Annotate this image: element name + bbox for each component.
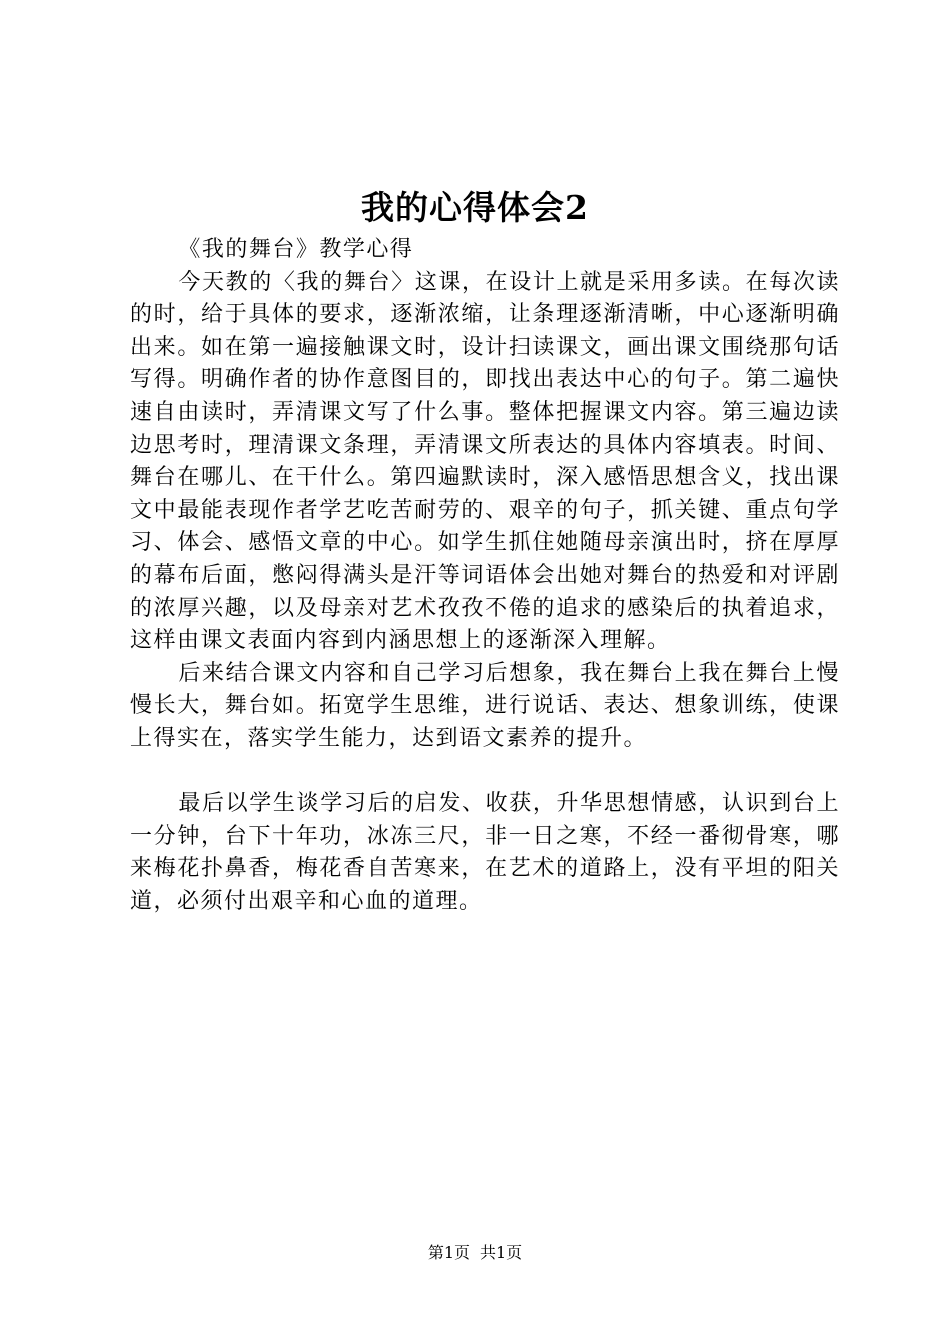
subtitle-paragraph: 《我的舞台》教学心得 bbox=[178, 237, 414, 262]
body-paragraph-3: 最后以学生谈学习后的启发、收获，升华思想情感，认识到台上一分钟，台下十年功，冰冻三尺，非一日之寒，不经一番彻骨寒，哪来梅花扑鼻香，梅花香自苦寒来，在艺术的道路上，没有平坦的阳关道，必须付出艰辛和心血的道理。 bbox=[130, 791, 840, 914]
body-paragraph-2: 后来结合课文内容和自己学习后想象，我在舞台上我在舞台上慢慢长大，舞台如。拓宽学生思维，进行说话、表达、想象训练，使课上得实在，落实学生能力，达到语文素养的提升。 bbox=[130, 660, 840, 751]
page-total: 共1页 bbox=[480, 1243, 523, 1262]
document-body bbox=[130, 234, 840, 918]
page-number: 第1页 bbox=[427, 1243, 470, 1262]
body-paragraph-1: 今天教的〈我的舞台〉这课，在设计上就是采用多读。在每次读的时，给于具体的要求，逐渐浓缩，让条理逐渐清晰，中心逐渐明确出来。如在第一遍接触课文时，设计扫读课文，画出课文围绕那句话写得。明确作者的协作意图目的，即找出表达中心的句子。第二遍快速自由读时，弄清课文写了什么事。整体把握课文内容。第三遍边读边思考时，理清课文条理，弄清课文所表达的具体内容填表。时间、舞台在哪儿、在干什么。第四遍默读时，深入感悟思想含义，找出课文中最能表现作者学艺吃苦耐劳的、艰辛的句子，抓关键、重点句学习、体会、感悟文章的中心。如学生抓住她随母亲演出时，挤在厚厚的幕布后面，憋闷得满头是汗等词语体会出她对舞台的热爱和对评剧的浓厚兴趣，以及母亲对艺术孜孜不倦的追求的感染后的执着追求，这样由课文表面内容到内涵思想上的逐渐深入理解。 bbox=[130, 269, 840, 654]
page-footer bbox=[0, 1242, 950, 1264]
document-title: 我的心得体会2 bbox=[361, 188, 589, 227]
